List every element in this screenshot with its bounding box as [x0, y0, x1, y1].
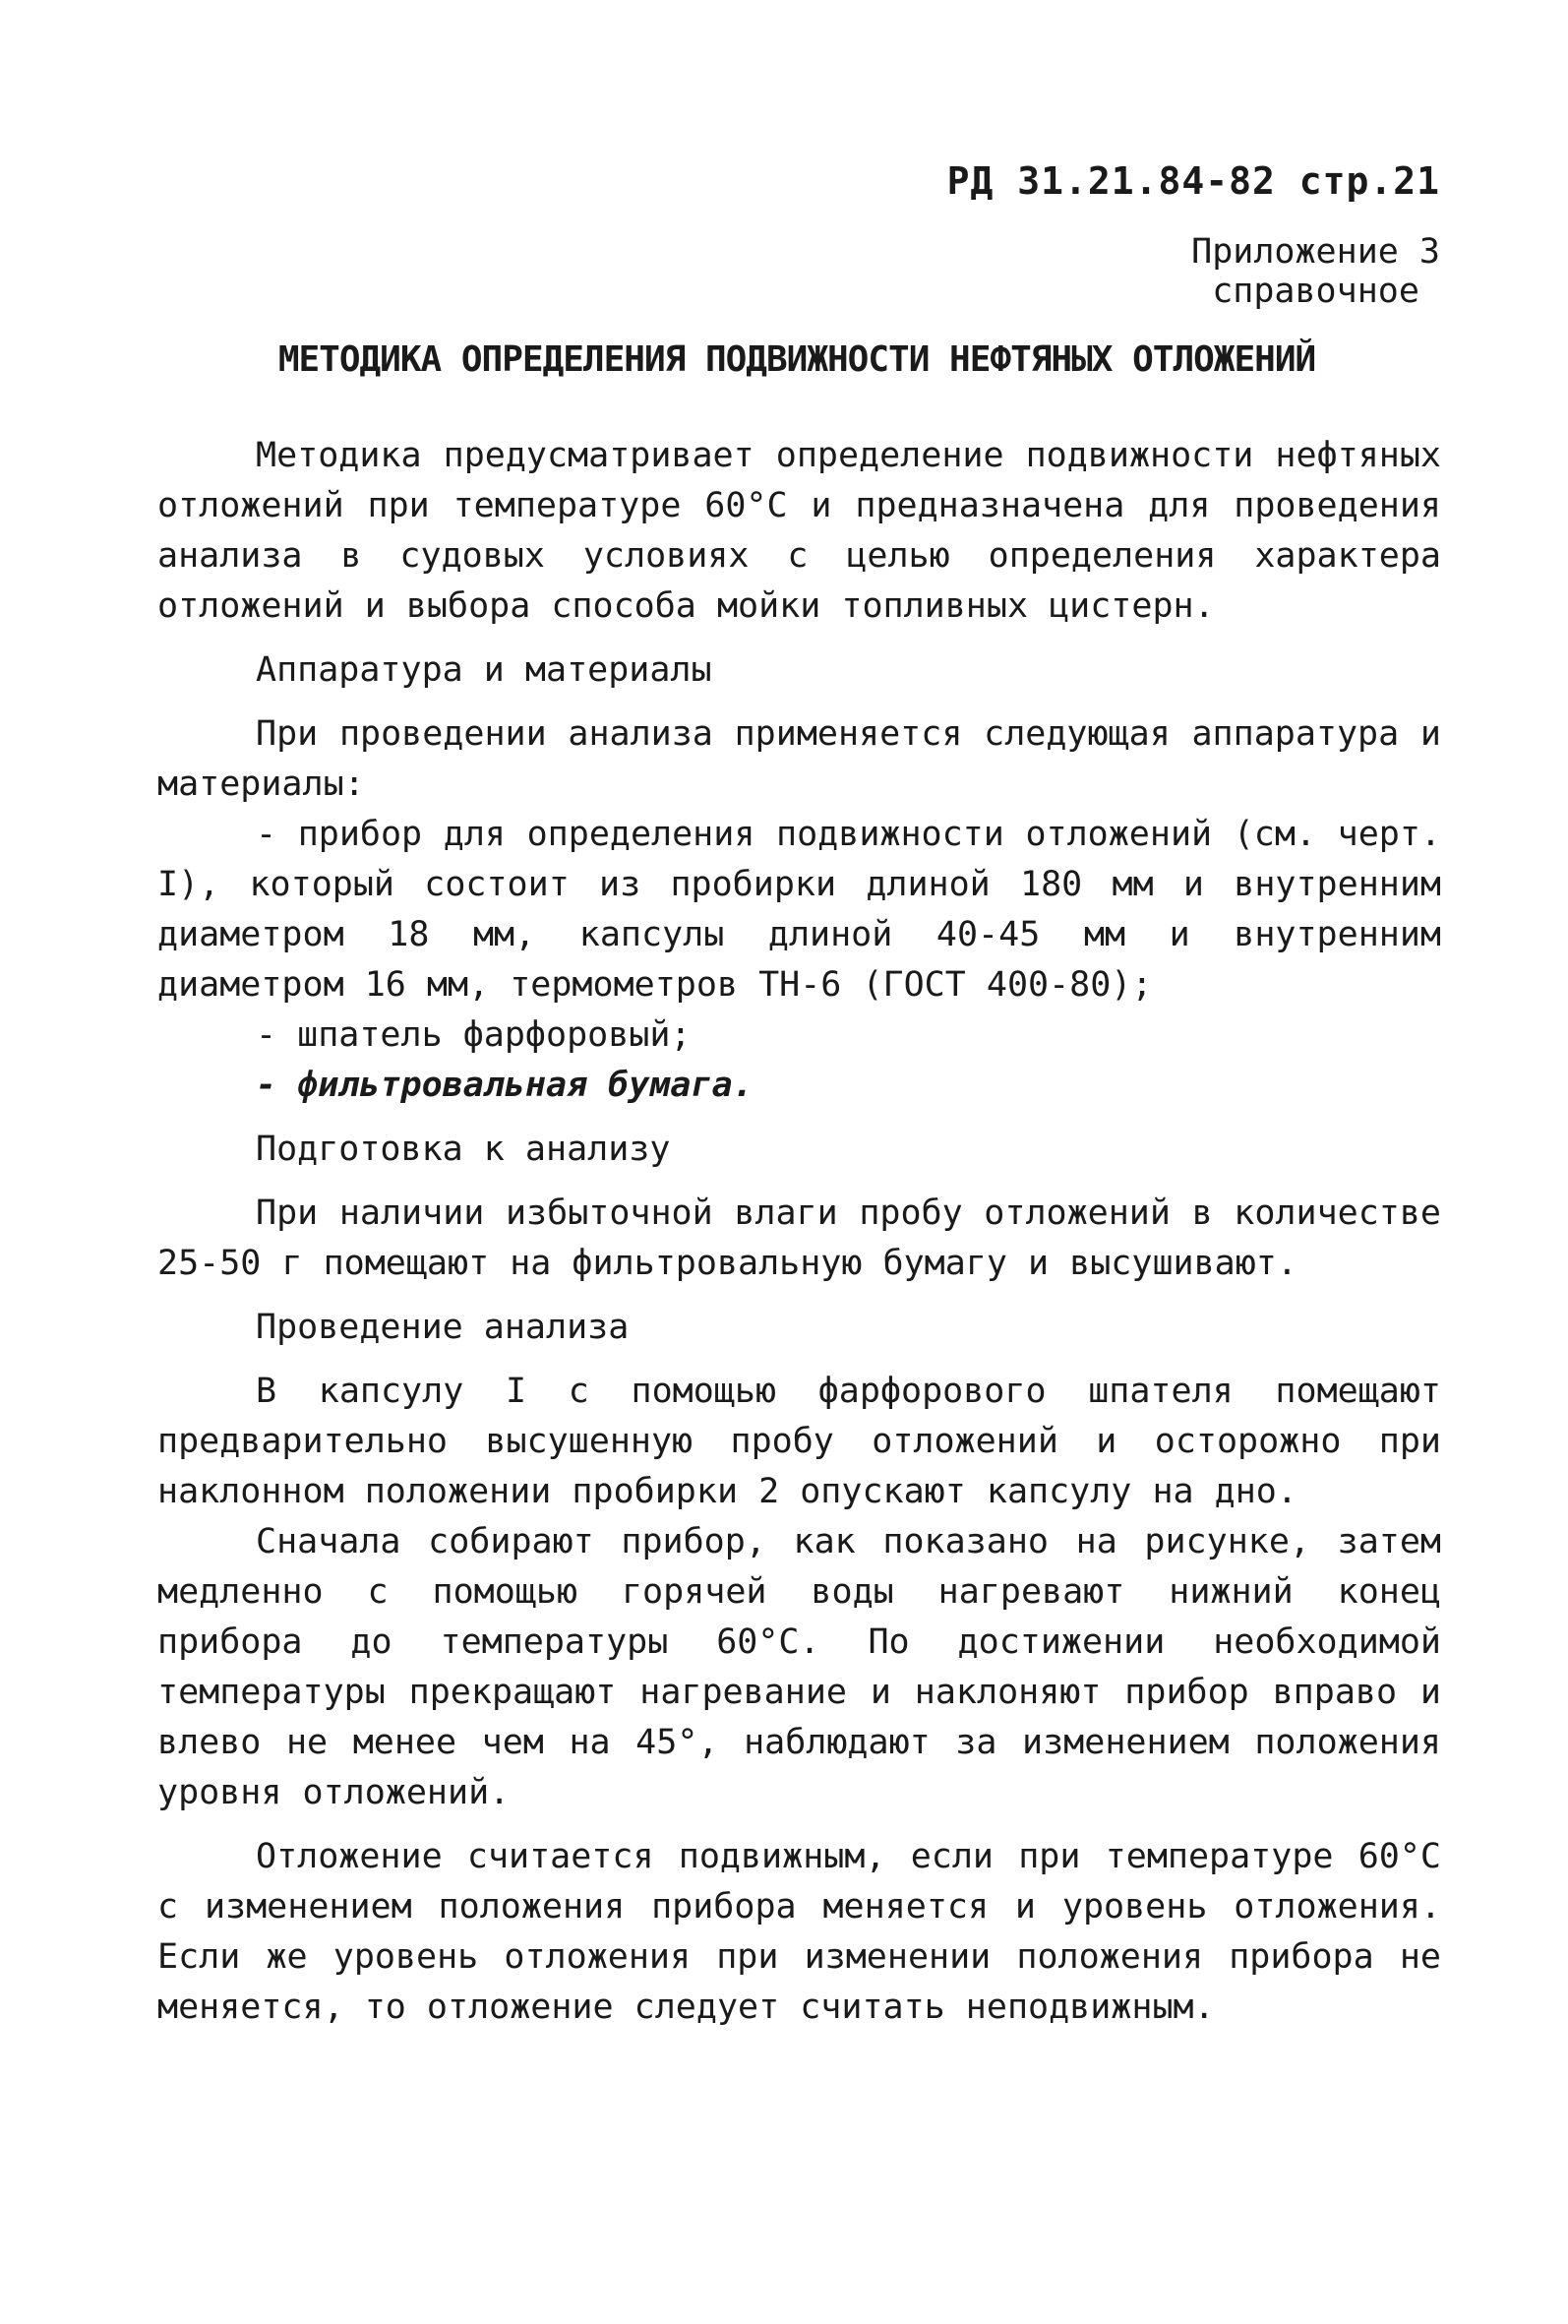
equipment-item: - прибор для определения подвижности отложений (см. черт. I), который состоит из пробирки длиной 180 мм и внутренним диаметром 18 мм, капсулы длиной 40-45 мм и внутренним диаметром 16 мм, термометров ТН-6 (ГОСТ 400-80); — [157, 815, 1441, 1005]
section-heading-preparation: Подготовка к анализу — [256, 1130, 671, 1169]
section-heading-procedure: Проведение анализа — [256, 1308, 630, 1347]
document-body — [157, 431, 1441, 2033]
conclusion-paragraph: Отложение считается подвижным, если при температуре 60°С с изменением положения прибора меняется и уровень отложения. Если же уровень отложения при изменении положения прибора не меняется, то отложение следует считать неподвижным. — [157, 1837, 1441, 2027]
procedure-paragraph: В капсулу I с помощью фарфорового шпателя помещают предварительно высушенную пробу отложений и осторожно при наклонном положении пробирки 2 опускают капсулу на дно. — [157, 1372, 1441, 1511]
document-code: РД 31.21.84-82 стр.21 — [946, 159, 1440, 203]
appendix-label — [1191, 232, 1440, 311]
preparation-paragraph: При наличии избыточной влаги пробу отложений в количестве 25-50 г помещают на фильтровальную бумагу и высушивают. — [157, 1193, 1441, 1283]
procedure-paragraph: Сначала собирают прибор, как показано на рисунке, затем медленно с помощью горячей воды нагревают нижний конец прибора до температуры 60°С. По достижении необходимой температуры прекращают нагревание и наклоняют прибор вправо и влево не менее чем на 45°, наблюдают за изменением положения уровня отложений. — [157, 1522, 1441, 1812]
section-heading-equipment: Аппаратура и материалы — [256, 650, 712, 690]
intro-paragraph: Методика предусматривает определение подвижности нефтяных отложений при температуре 60°С и предназначена для проведения анализа в судовых условиях с целью определения характера отложений и выбора способа мойки топливных цистерн. — [157, 436, 1441, 626]
equipment-item: - шпатель фарфоровый; — [256, 1015, 692, 1055]
appendix-number: Приложение 3 — [1191, 232, 1440, 272]
equipment-item: - фильтровальная бумага. — [256, 1066, 754, 1105]
equipment-lead-paragraph: При проведении анализа применяется следующая аппаратура и материалы: — [157, 714, 1441, 804]
page-title: МЕТОДИКА ОПРЕДЕЛЕНИЯ ПОДВИЖНОСТИ НЕФТЯНЫХ ОТЛОЖЕНИЙ — [277, 339, 1316, 380]
appendix-type: справочное — [1212, 272, 1419, 311]
